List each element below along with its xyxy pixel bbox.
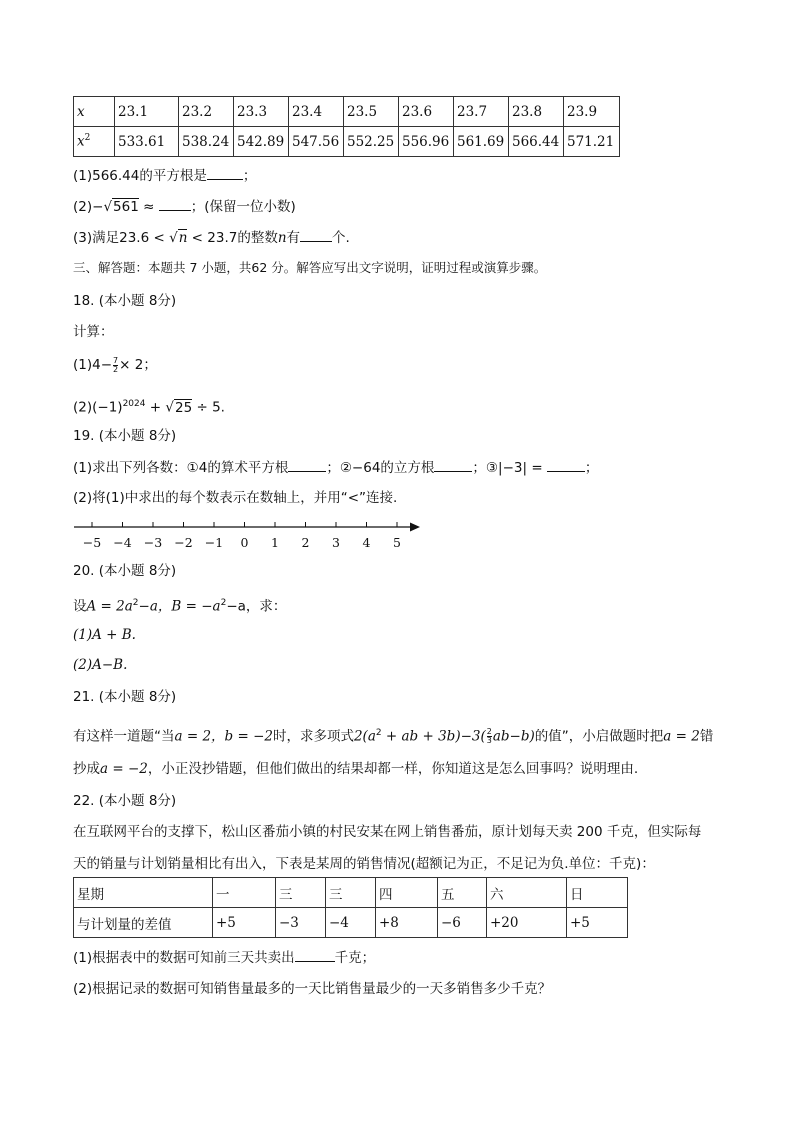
fraction-denominator: 2 <box>113 364 119 374</box>
q18-heading: 18. (本小题 8分) <box>73 293 177 309</box>
table-cell: 23.7 <box>454 97 509 127</box>
number-line-tick-label: 0 <box>240 535 249 550</box>
number-line-tick-label: 3 <box>332 535 340 550</box>
q17-part3-has: 有 <box>286 230 301 246</box>
table-cell: +20 <box>487 908 567 938</box>
table-cell: 542.89 <box>234 127 289 157</box>
sqrt-sign: √ <box>169 230 178 246</box>
table-cell: 23.8 <box>509 97 564 127</box>
q21-expr: 2(a <box>353 728 376 745</box>
q19-part2: (2)将(1)中求出的每个数表示在数轴上，并用“<”连接. <box>73 490 398 506</box>
q22-part2: (2)根据记录的数据可知销售量最多的一天比销售量最少的一天多销售多少千克？ <box>73 981 552 997</box>
var-n: n <box>277 230 287 246</box>
q21-text: 抄成 <box>73 761 100 777</box>
expr-b: B = −a <box>171 598 221 615</box>
q19-part1 <box>73 458 598 477</box>
approx-sign: ≈ <box>138 199 159 215</box>
q20-part1: (1)A + B. <box>73 627 136 643</box>
table-cell: 日 <box>567 878 628 908</box>
plus-sign: + <box>145 399 166 416</box>
table-cell: 23.2 <box>179 97 234 127</box>
q20-given-prefix: 设 <box>73 598 87 615</box>
q17-part3-prefix: (3)满足23.6 < <box>73 230 170 246</box>
q22-part1-suffix: 千克； <box>334 950 376 966</box>
q21-expr: + ab + 3b)−3( <box>381 728 486 745</box>
table-cell: 星期 <box>74 878 213 908</box>
q21-values: a = 2，b = −2 <box>174 728 273 745</box>
table-cell: 23.5 <box>344 97 399 127</box>
number-line <box>70 516 430 556</box>
sales-table <box>73 877 628 938</box>
table-row-x <box>74 97 620 127</box>
table-cell: 552.25 <box>344 127 399 157</box>
q21-text: 时，求多项式 <box>272 728 354 745</box>
number-line-tick-label: 2 <box>301 535 310 550</box>
q21-line1 <box>73 724 713 746</box>
q21-values: a = −2 <box>100 761 148 777</box>
q22-intro-1: 在互联网平台的支撑下，松山区番茄小镇的村民安某在网上销售番茄，原计划每天卖 200 千克，但实际每 <box>73 824 702 840</box>
table-cell: x <box>74 97 115 127</box>
q21-text: 错 <box>699 728 714 745</box>
table-row-header <box>74 878 628 908</box>
q18-part2-suffix: ÷ 5. <box>192 399 225 416</box>
sqrt-sign: √ <box>103 199 113 215</box>
q22-part1 <box>73 948 375 967</box>
number-line-tick-label: 4 <box>362 535 371 550</box>
exponent: 2 <box>220 598 227 608</box>
table-cell: 566.44 <box>509 127 564 157</box>
q21-heading: 21. (本小题 8分) <box>73 689 177 705</box>
table-cell: 六 <box>487 878 567 908</box>
expr-a-tail: −a， <box>138 598 172 615</box>
table-cell: 23.6 <box>399 97 454 127</box>
fraction <box>487 728 492 745</box>
q18-part2-prefix: (2)(−1) <box>73 399 123 416</box>
q19-heading: 19. (本小题 8分) <box>73 428 177 444</box>
number-line-tick-label: −1 <box>204 535 224 550</box>
number-line-tick-label: −5 <box>82 535 102 550</box>
number-line-ticks <box>83 522 401 550</box>
table-cell: +5 <box>213 908 276 938</box>
q18-intro: 计算： <box>73 324 114 340</box>
q17-part1-suffix: ； <box>242 168 257 184</box>
exponent: 2024 <box>122 399 146 409</box>
table-cell: 533.61 <box>115 127 179 157</box>
q21-line2 <box>73 760 638 778</box>
q19-part1-b: ；②−64的立方根 <box>326 460 435 476</box>
table-cell: $x^2$ <box>74 127 115 157</box>
q22-heading: 22. (本小题 8分) <box>73 793 177 809</box>
answer-blank <box>207 166 243 180</box>
q17-part3 <box>73 228 350 247</box>
table-cell: 23.3 <box>234 97 289 127</box>
table-cell: 23.9 <box>564 97 620 127</box>
q18-part2 <box>73 395 225 417</box>
table-cell: −6 <box>438 908 487 938</box>
table-cell: 556.96 <box>399 127 454 157</box>
number-line-tick-label: 1 <box>271 535 279 550</box>
section-heading: 三、解答题：本题共 7 小题，共62 分。解答应写出文字说明，证明过程或演算步骤。 <box>73 260 547 275</box>
q21-expr: ab−b) <box>492 728 535 745</box>
table-cell: 三 <box>276 878 326 908</box>
q17-part2-prefix: (2)− <box>73 199 104 215</box>
q19-part1-a: (1)求出下列各数：①4的算术平方根 <box>73 460 289 476</box>
sqrt-radicand: 25 <box>174 399 193 416</box>
q17-part3-suffix: 个. <box>332 230 350 246</box>
answer-blank <box>159 197 191 211</box>
table-cell: −4 <box>326 908 376 938</box>
answer-blank <box>300 228 332 242</box>
q18-part1 <box>73 356 157 374</box>
q17-part1-text: (1)566.44的平方根是 <box>73 168 207 184</box>
q20-part2: (2)A−B. <box>73 657 128 673</box>
arrow-right-icon <box>410 523 420 532</box>
fraction <box>113 357 118 374</box>
fraction-numerator: 2 <box>486 727 492 736</box>
q21-text: 的值”，小启做题时把 <box>534 728 664 745</box>
answer-blank <box>295 948 335 962</box>
table-cell: +5 <box>567 908 628 938</box>
table-cell: 23.1 <box>115 97 179 127</box>
table-cell: 三 <box>326 878 376 908</box>
sqrt-radicand: n <box>178 230 188 246</box>
table-cell: −3 <box>276 908 326 938</box>
number-line-tick-label: 5 <box>393 535 401 550</box>
x-label: x <box>77 133 85 150</box>
number-line-tick-label: −3 <box>143 535 163 550</box>
q20-heading: 20. (本小题 8分) <box>73 563 177 579</box>
q19-part1-d: ； <box>584 460 599 476</box>
table-cell: 五 <box>438 878 487 908</box>
answer-blank <box>434 458 472 472</box>
fraction-denominator: 3 <box>486 736 492 745</box>
expr-a: A = 2a <box>86 598 133 615</box>
exponent: 2 <box>132 598 139 608</box>
number-line-tick-label: −2 <box>174 535 193 550</box>
table-row-diff <box>74 908 628 938</box>
q21-values: a = 2 <box>663 728 700 745</box>
table-cell: 与计划量的差值 <box>74 908 213 938</box>
answer-blank <box>288 458 326 472</box>
sqrt-sign: √ <box>165 399 174 416</box>
table-cell: 一 <box>213 878 276 908</box>
sqrt-radicand: 561 <box>113 199 139 215</box>
q17-part2 <box>73 197 296 216</box>
number-line-tick-label: −4 <box>113 535 132 550</box>
q17-part1 <box>73 166 256 185</box>
q18-part1-suffix: × 2； <box>119 357 157 373</box>
exponent: 2 <box>375 728 382 738</box>
expr-b-tail: −a，求： <box>226 598 287 615</box>
table-cell: 四 <box>376 878 438 908</box>
table-cell: 561.69 <box>454 127 509 157</box>
table-cell: 547.56 <box>289 127 344 157</box>
q19-part1-c: ；③|−3| = <box>472 460 547 476</box>
q18-part1-prefix: (1)4− <box>73 357 113 373</box>
q22-intro-2: 天的销量与计划销量相比有出入，下表是某周的销售情况(超额记为正，不足记为负.单位：千克)： <box>73 856 655 872</box>
q17-part2-suffix: ；(保留一位小数) <box>190 199 296 215</box>
q21-text: ，小正没抄错题，但他们做出的结果却都一样，你知道这是怎么回事吗？说明理由. <box>147 761 639 777</box>
q17-part3-mid: < 23.7的整数 <box>187 230 278 246</box>
q22-part1-text: (1)根据表中的数据可知前三天共卖出 <box>73 950 295 966</box>
square-table <box>73 96 620 157</box>
q20-given <box>73 594 286 616</box>
answer-blank <box>547 458 585 472</box>
table-row-x-squared <box>74 127 620 157</box>
table-cell: 538.24 <box>179 127 234 157</box>
table-cell: 571.21 <box>564 127 620 157</box>
table-cell: +8 <box>376 908 438 938</box>
table-cell: 23.4 <box>289 97 344 127</box>
fraction-numerator: 7 <box>113 355 119 365</box>
q21-text: 有这样一道题“当 <box>73 728 175 745</box>
